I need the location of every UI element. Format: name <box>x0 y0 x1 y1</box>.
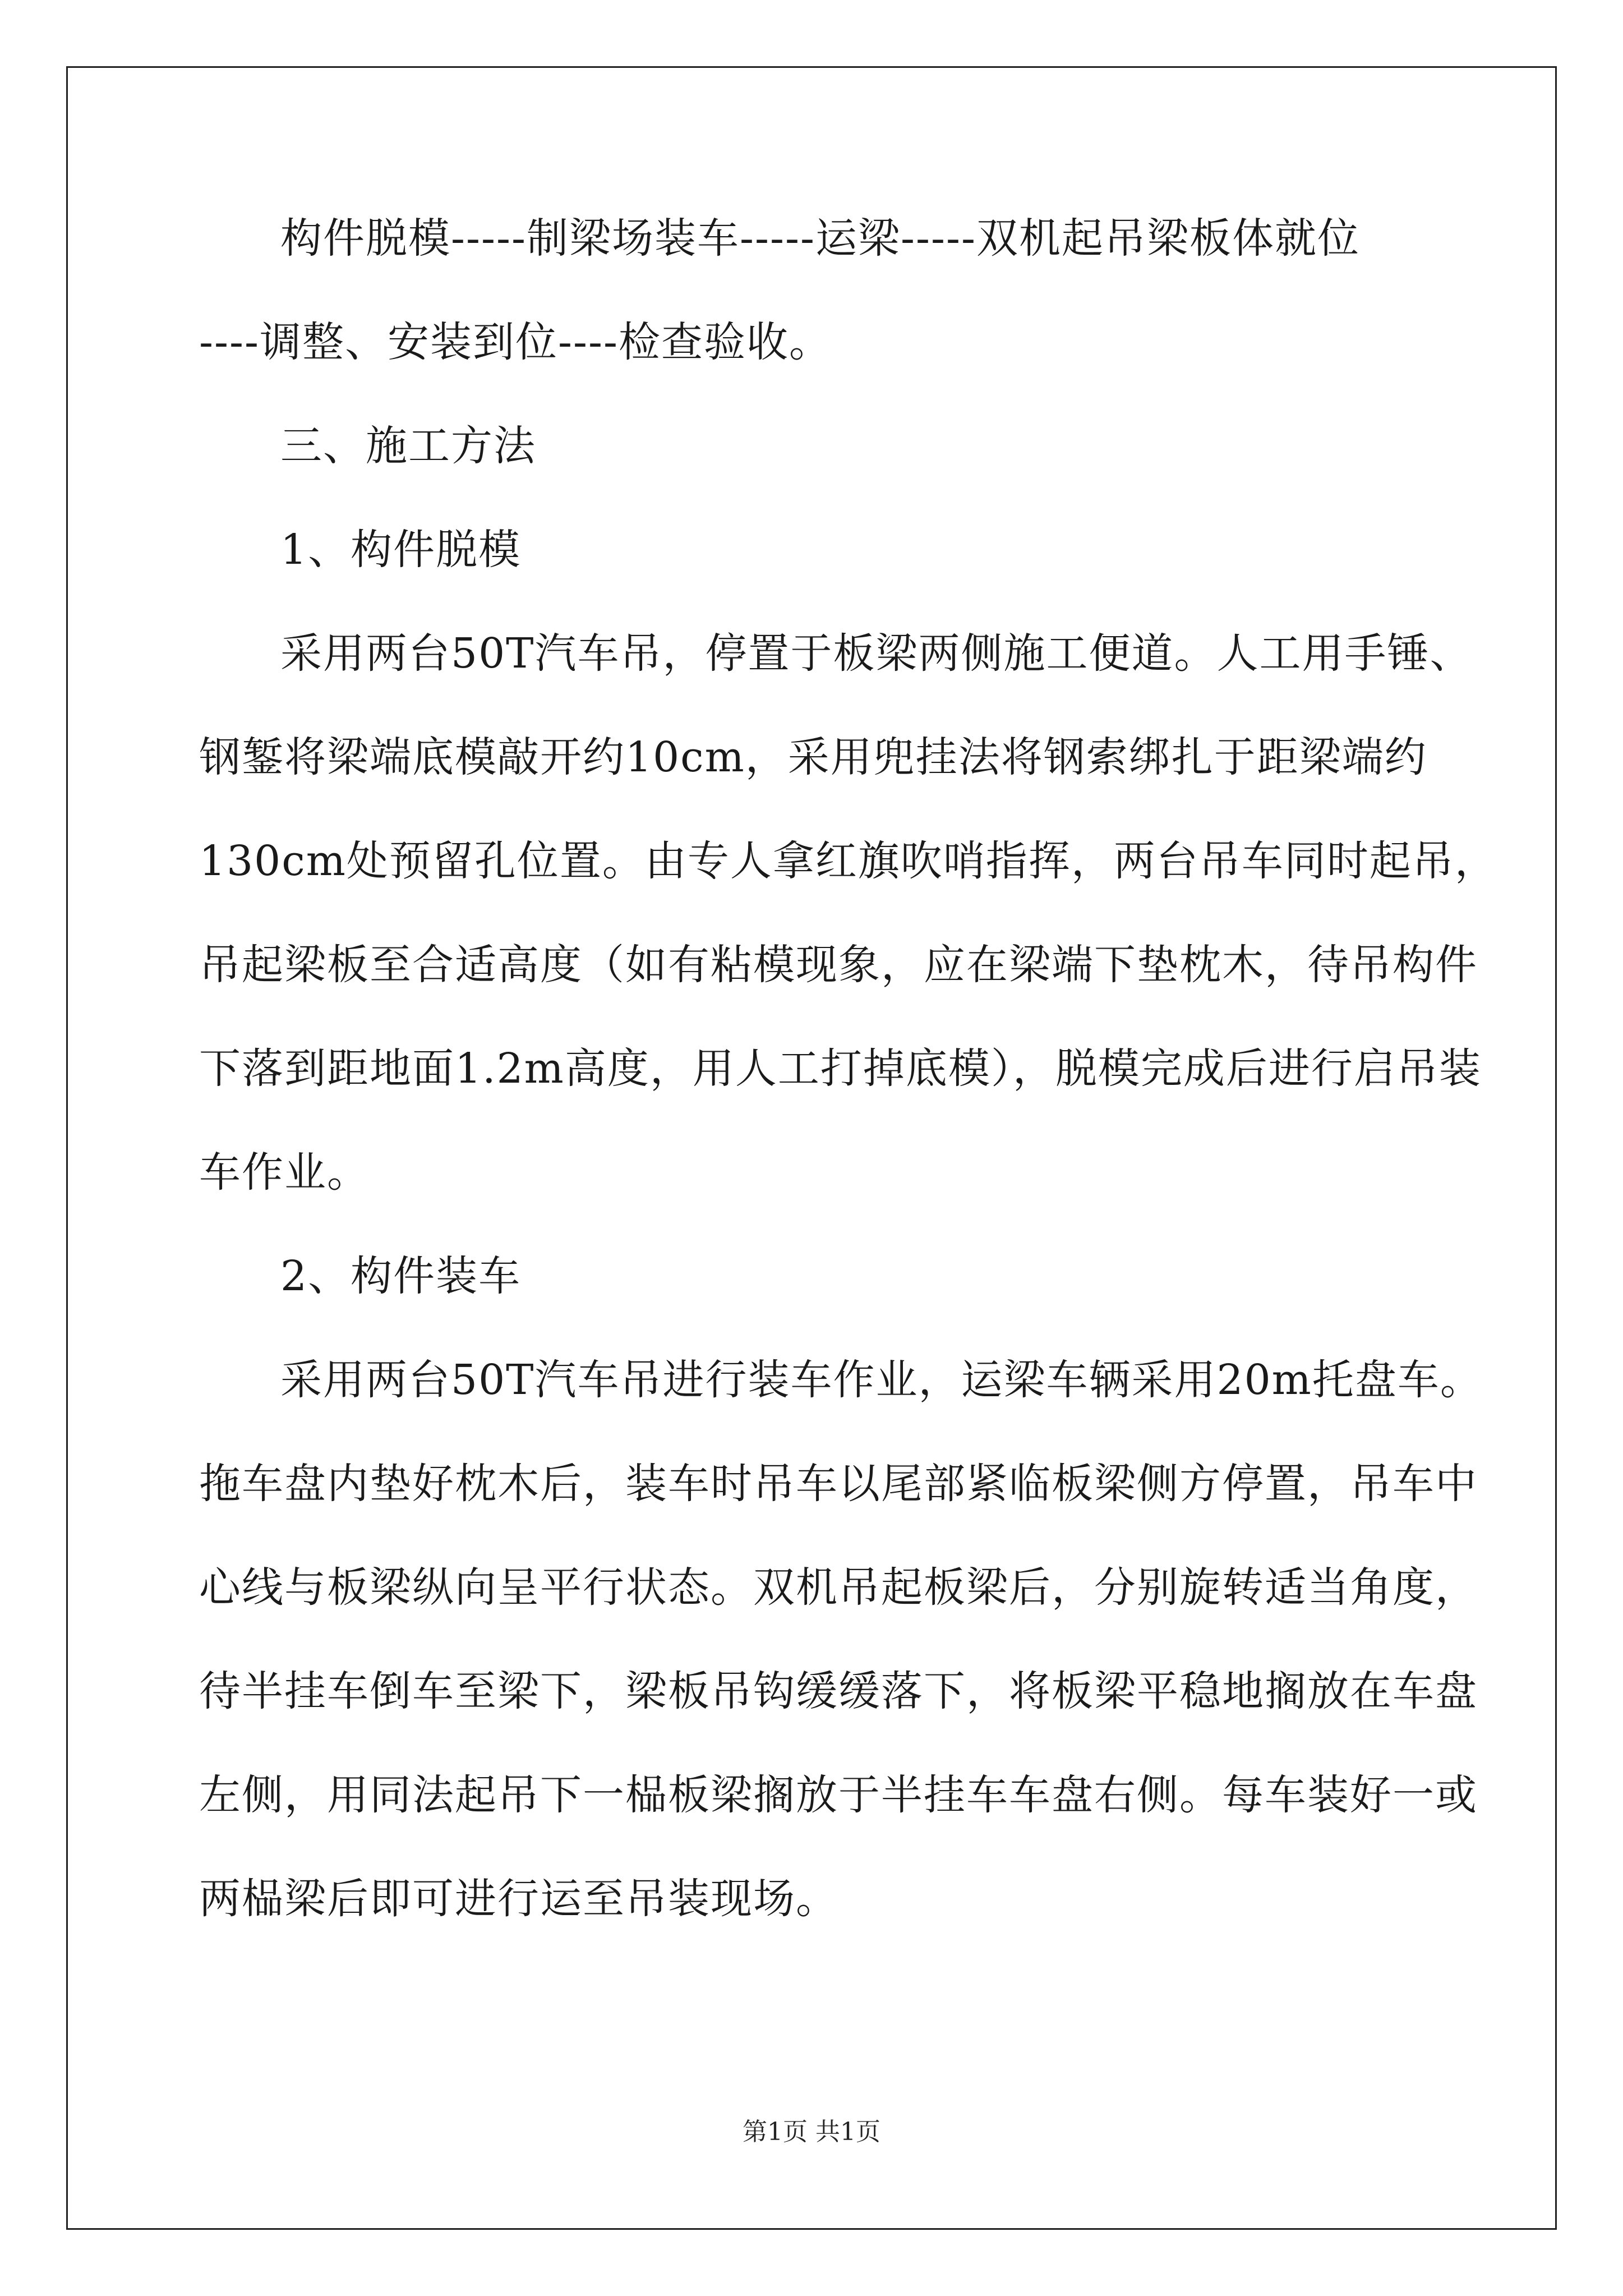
text-line: 构件脱模-----制梁场装车-----运梁-----双机起吊梁板体就位 <box>280 214 1361 263</box>
text-line: 钢錾将梁端底模敲开约10cm，采用兜挂法将钢索绑扎于距梁端约 <box>199 733 1427 781</box>
text-line: 吊起梁板至合适高度（如有粘模现象，应在梁端下垫枕木，待吊构件 <box>199 941 1478 989</box>
text-line: 两榀梁后即可进行运至吊装现场。 <box>199 1875 838 1923</box>
text-line: 心线与板梁纵向呈平行状态。双机吊起板梁后，分别旋转适当角度， <box>199 1563 1478 1612</box>
text-line: 采用两台50T汽车吊，停置于板梁两侧施工便道。人工用手锤、 <box>280 629 1473 678</box>
text-line: 下落到距地面1.2m高度，用人工打掉底模），脱模完成后进行启吊装 <box>199 1045 1482 1093</box>
text-line: 拖车盘内垫好枕木后，装车时吊车以尾部紧临板梁侧方停置，吊车中 <box>199 1460 1478 1508</box>
text-line: 车作业。 <box>199 1148 370 1197</box>
subsection-heading: 2、构件装车 <box>280 1252 522 1300</box>
page-number-footer: 第1页 共1页 <box>743 2118 880 2146</box>
text-line: 130cm处预留孔位置。由专人拿红旗吹哨指挥，两台吊车同时起吊， <box>199 837 1497 885</box>
section-heading: 三、施工方法 <box>280 422 536 470</box>
subsection-heading: 1、构件脱模 <box>280 526 522 574</box>
text-line: ----调整、安装到位----检查验收。 <box>199 318 832 366</box>
text-line: 左侧，用同法起吊下一榀板梁搁放于半挂车车盘右侧。每车装好一或 <box>199 1771 1478 1819</box>
text-line: 采用两台50T汽车吊进行装车作业，运梁车辆采用20m托盘车。 <box>280 1356 1483 1404</box>
text-line: 待半挂车倒车至梁下，梁板吊钩缓缓落下，将板梁平稳地搁放在车盘 <box>199 1667 1478 1715</box>
